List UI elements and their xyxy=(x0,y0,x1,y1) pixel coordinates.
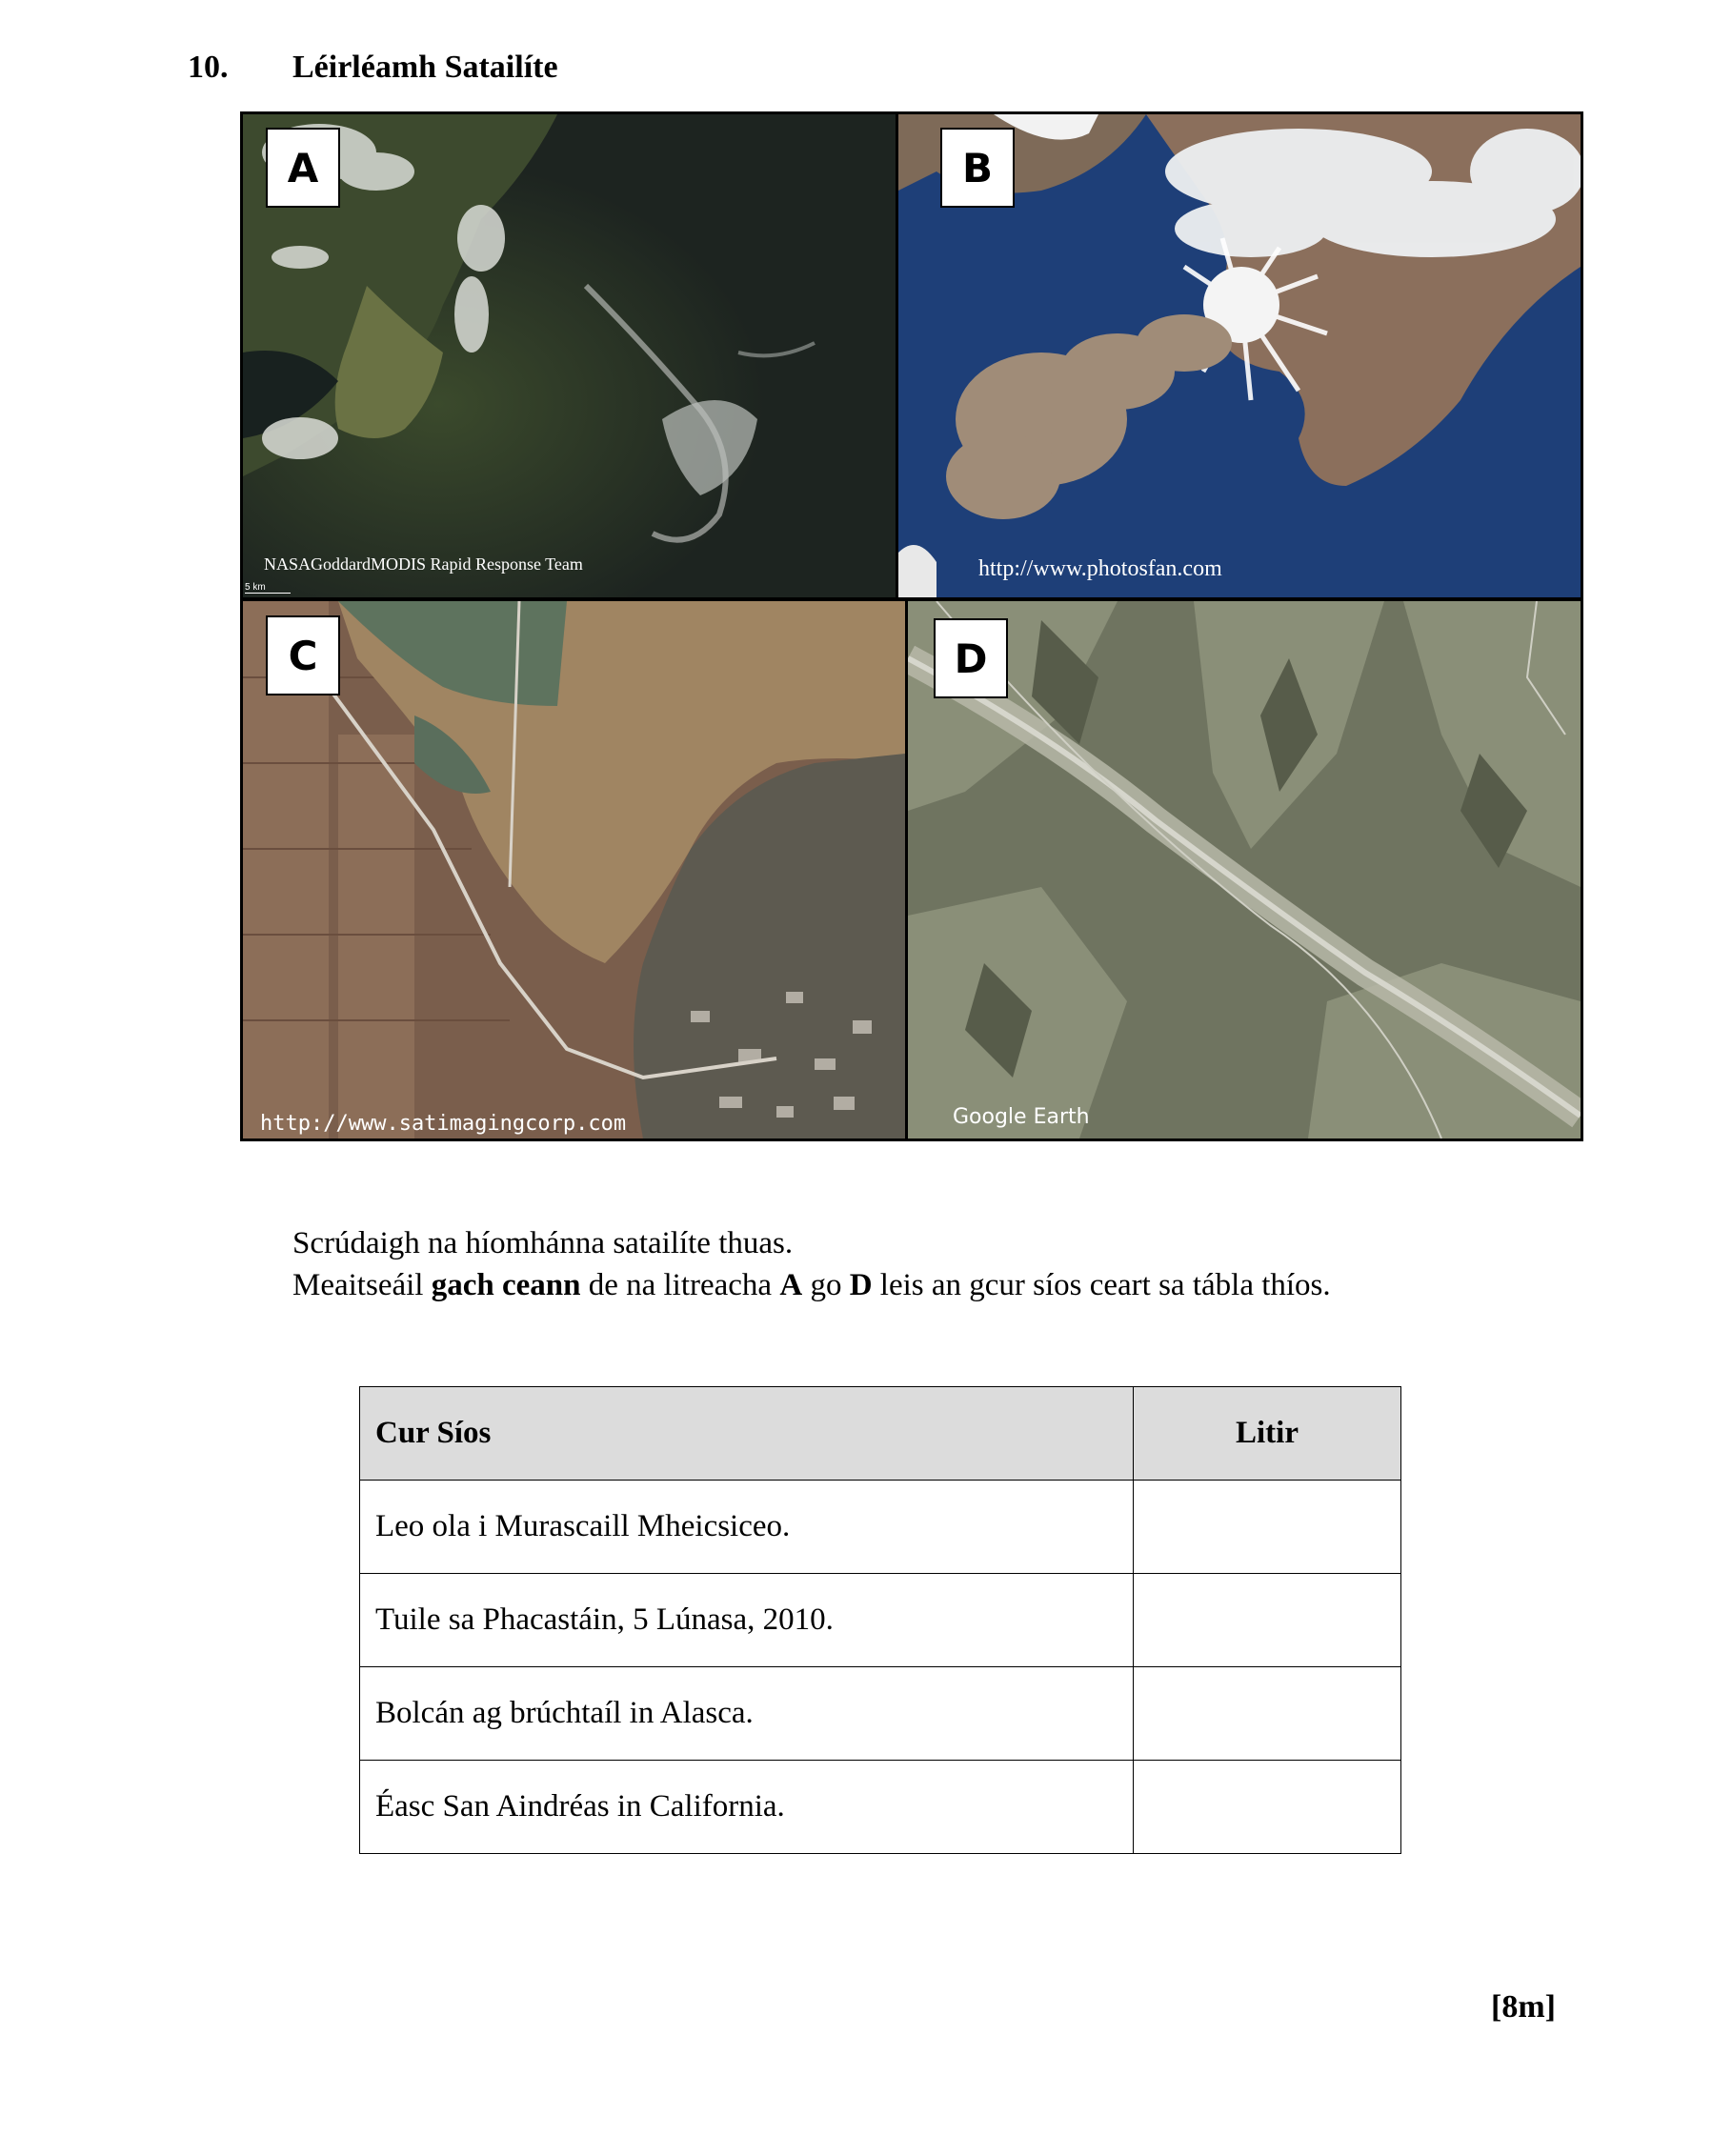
oil-spill-image xyxy=(243,114,896,597)
instruction-text: Meaitseáil xyxy=(292,1268,432,1302)
letter-answer-cell[interactable] xyxy=(1134,1481,1401,1574)
satellite-image-d xyxy=(908,601,1581,1138)
description-cell: Bolcán ag brúchtaíl in Alasca. xyxy=(360,1667,1134,1761)
instruction-emphasis: gach ceann xyxy=(431,1268,581,1302)
instruction-line-1: Scrúdaigh na híomhánna satailíte thuas. xyxy=(292,1226,794,1260)
image-b-credit: http://www.photosfan.com xyxy=(978,556,1222,581)
letter-header: Litir xyxy=(1134,1387,1401,1481)
image-letter-a: A xyxy=(266,128,340,208)
satellite-image-c xyxy=(243,601,905,1138)
satellite-image-a xyxy=(243,114,896,597)
letter-answer-cell[interactable] xyxy=(1134,1667,1401,1761)
letter-answer-cell[interactable] xyxy=(1134,1574,1401,1667)
flood-image xyxy=(243,601,905,1138)
instruction-text: leis an gcur síos ceart sa tábla thíos. xyxy=(872,1268,1331,1302)
description-cell: Leo ola i Murascaill Mheicsiceo. xyxy=(360,1481,1134,1574)
instructions xyxy=(292,1222,1331,1306)
instruction-letter-d: D xyxy=(849,1268,873,1302)
question-title: Léirléamh Satailíte xyxy=(292,50,558,85)
instruction-line-2 xyxy=(292,1264,1331,1306)
image-d-credit: Google Earth xyxy=(953,1105,1090,1129)
image-c-credit: http://www.satimagingcorp.com xyxy=(260,1112,627,1136)
description-cell: Éasc San Aindréas in California. xyxy=(360,1761,1134,1854)
instruction-text: de na litreacha xyxy=(580,1268,780,1302)
question-number: 10. xyxy=(188,50,229,85)
table-header-row xyxy=(360,1387,1401,1481)
satellite-image-b xyxy=(898,114,1581,597)
table-row xyxy=(360,1667,1401,1761)
instruction-letter-a: A xyxy=(779,1268,803,1302)
image-letter-c: C xyxy=(266,615,340,695)
answer-table xyxy=(359,1386,1401,1854)
satellite-image-grid xyxy=(240,111,1583,1141)
description-cell: Tuile sa Phacastáin, 5 Lúnasa, 2010. xyxy=(360,1574,1134,1667)
image-letter-d: D xyxy=(934,618,1008,698)
fault-image xyxy=(908,601,1581,1138)
table-row xyxy=(360,1761,1401,1854)
instruction-text: go xyxy=(802,1268,850,1302)
marks-label: [8m] xyxy=(1491,1989,1556,2025)
letter-answer-cell[interactable] xyxy=(1134,1761,1401,1854)
image-a-credit: NASAGoddardMODIS Rapid Response Team xyxy=(264,554,583,574)
table-row xyxy=(360,1574,1401,1667)
image-a-scale-bar: 5 km xyxy=(245,582,291,594)
image-letter-b: B xyxy=(940,128,1015,208)
description-header: Cur Síos xyxy=(360,1387,1134,1481)
table-row xyxy=(360,1481,1401,1574)
